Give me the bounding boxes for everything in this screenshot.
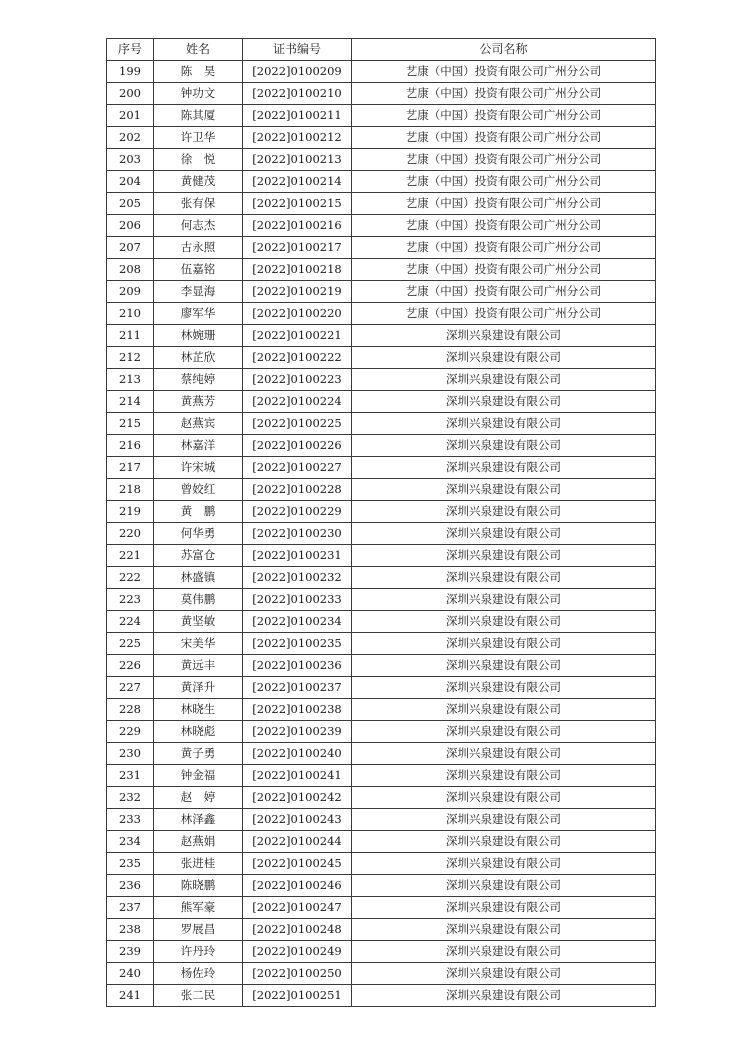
- cell-index: 221: [107, 545, 154, 567]
- cell-company: 艺康（中国）投资有限公司广州分公司: [352, 61, 656, 83]
- cell-index: 206: [107, 215, 154, 237]
- table-row: [107, 105, 656, 127]
- table-row: [107, 963, 656, 985]
- cell-name: 钟金福: [154, 765, 243, 787]
- cell-company: 深圳兴泉建设有限公司: [352, 941, 656, 963]
- cell-certificate-no: [2022]0100227: [243, 457, 352, 479]
- cell-index: 207: [107, 237, 154, 259]
- cell-index: 211: [107, 325, 154, 347]
- table-row: [107, 501, 656, 523]
- cell-certificate-no: [2022]0100210: [243, 83, 352, 105]
- table-row: [107, 875, 656, 897]
- cell-certificate-no: [2022]0100237: [243, 677, 352, 699]
- table-row: [107, 809, 656, 831]
- table-row: [107, 61, 656, 83]
- cell-certificate-no: [2022]0100212: [243, 127, 352, 149]
- cell-name: 杨佐玲: [154, 963, 243, 985]
- header-row: [107, 39, 656, 61]
- table-row: [107, 259, 656, 281]
- cell-certificate-no: [2022]0100216: [243, 215, 352, 237]
- table-row: [107, 765, 656, 787]
- cell-company: 艺康（中国）投资有限公司广州分公司: [352, 127, 656, 149]
- cell-name: 罗展昌: [154, 919, 243, 941]
- cell-index: 201: [107, 105, 154, 127]
- cell-certificate-no: [2022]0100234: [243, 611, 352, 633]
- header-name: 姓名: [154, 39, 243, 61]
- cell-name: 张有保: [154, 193, 243, 215]
- cell-name: 赵燕娟: [154, 831, 243, 853]
- table-row: [107, 303, 656, 325]
- table-row: [107, 611, 656, 633]
- table-row: [107, 985, 656, 1007]
- cell-index: 233: [107, 809, 154, 831]
- cell-name: 陈其厦: [154, 105, 243, 127]
- cell-certificate-no: [2022]0100217: [243, 237, 352, 259]
- cell-company: 深圳兴泉建设有限公司: [352, 567, 656, 589]
- cell-certificate-no: [2022]0100230: [243, 523, 352, 545]
- table-row: [107, 127, 656, 149]
- cell-name: 徐 悦: [154, 149, 243, 171]
- table-row: [107, 237, 656, 259]
- cell-index: 231: [107, 765, 154, 787]
- cell-name: 许卫华: [154, 127, 243, 149]
- cell-index: 217: [107, 457, 154, 479]
- cell-name: 宋美华: [154, 633, 243, 655]
- cell-index: 238: [107, 919, 154, 941]
- cell-certificate-no: [2022]0100236: [243, 655, 352, 677]
- table-row: [107, 391, 656, 413]
- cell-company: 深圳兴泉建设有限公司: [352, 391, 656, 413]
- cell-company: 深圳兴泉建设有限公司: [352, 743, 656, 765]
- cell-name: 张进桂: [154, 853, 243, 875]
- cell-index: 220: [107, 523, 154, 545]
- cell-certificate-no: [2022]0100221: [243, 325, 352, 347]
- cell-certificate-no: [2022]0100213: [243, 149, 352, 171]
- cell-certificate-no: [2022]0100211: [243, 105, 352, 127]
- cell-company: 深圳兴泉建设有限公司: [352, 963, 656, 985]
- cell-company: 深圳兴泉建设有限公司: [352, 677, 656, 699]
- cell-name: 何华勇: [154, 523, 243, 545]
- table-row: [107, 831, 656, 853]
- cell-index: 214: [107, 391, 154, 413]
- cell-index: 232: [107, 787, 154, 809]
- cell-company: 深圳兴泉建设有限公司: [352, 325, 656, 347]
- cell-company: 艺康（中国）投资有限公司广州分公司: [352, 303, 656, 325]
- cell-certificate-no: [2022]0100239: [243, 721, 352, 743]
- cell-index: 210: [107, 303, 154, 325]
- cell-certificate-no: [2022]0100228: [243, 479, 352, 501]
- cell-name: 黄坚敏: [154, 611, 243, 633]
- header-certificate-no: 证书编号: [243, 39, 352, 61]
- cell-index: 227: [107, 677, 154, 699]
- header-index: 序号: [107, 39, 154, 61]
- table-row: [107, 941, 656, 963]
- cell-index: 219: [107, 501, 154, 523]
- cell-certificate-no: [2022]0100244: [243, 831, 352, 853]
- cell-certificate-no: [2022]0100249: [243, 941, 352, 963]
- table-row: [107, 457, 656, 479]
- cell-company: 深圳兴泉建设有限公司: [352, 369, 656, 391]
- cell-certificate-no: [2022]0100231: [243, 545, 352, 567]
- cell-company: 深圳兴泉建设有限公司: [352, 919, 656, 941]
- table-body: [107, 61, 656, 1007]
- cell-certificate-no: [2022]0100240: [243, 743, 352, 765]
- cell-company: 艺康（中国）投资有限公司广州分公司: [352, 237, 656, 259]
- cell-name: 赵燕宾: [154, 413, 243, 435]
- cell-index: 212: [107, 347, 154, 369]
- cell-name: 何志杰: [154, 215, 243, 237]
- cell-index: 208: [107, 259, 154, 281]
- table-row: [107, 193, 656, 215]
- cell-index: 236: [107, 875, 154, 897]
- cell-name: 林盛镇: [154, 567, 243, 589]
- cell-name: 黄 鹏: [154, 501, 243, 523]
- cell-index: 239: [107, 941, 154, 963]
- table-row: [107, 435, 656, 457]
- cell-index: 237: [107, 897, 154, 919]
- cell-certificate-no: [2022]0100223: [243, 369, 352, 391]
- cell-company: 深圳兴泉建设有限公司: [352, 809, 656, 831]
- table-row: [107, 215, 656, 237]
- cell-certificate-no: [2022]0100226: [243, 435, 352, 457]
- table-row: [107, 281, 656, 303]
- cell-name: 林晓生: [154, 699, 243, 721]
- table-header: [107, 39, 656, 61]
- table-row: [107, 633, 656, 655]
- cell-name: 古永照: [154, 237, 243, 259]
- table-row: [107, 83, 656, 105]
- cell-name: 黄远丰: [154, 655, 243, 677]
- cell-index: 225: [107, 633, 154, 655]
- cell-name: 苏富仓: [154, 545, 243, 567]
- cell-company: 艺康（中国）投资有限公司广州分公司: [352, 281, 656, 303]
- cell-company: 艺康（中国）投资有限公司广州分公司: [352, 149, 656, 171]
- cell-company: 深圳兴泉建设有限公司: [352, 985, 656, 1007]
- cell-index: 241: [107, 985, 154, 1007]
- cell-index: 205: [107, 193, 154, 215]
- cell-index: 202: [107, 127, 154, 149]
- cell-certificate-no: [2022]0100238: [243, 699, 352, 721]
- cell-index: 204: [107, 171, 154, 193]
- cell-company: 艺康（中国）投资有限公司广州分公司: [352, 171, 656, 193]
- table-row: [107, 655, 656, 677]
- cell-name: 陈 昊: [154, 61, 243, 83]
- table-row: [107, 171, 656, 193]
- cell-company: 艺康（中国）投资有限公司广州分公司: [352, 83, 656, 105]
- cell-company: 深圳兴泉建设有限公司: [352, 699, 656, 721]
- cell-index: 240: [107, 963, 154, 985]
- cell-certificate-no: [2022]0100235: [243, 633, 352, 655]
- cell-company: 深圳兴泉建设有限公司: [352, 545, 656, 567]
- table-row: [107, 545, 656, 567]
- cell-certificate-no: [2022]0100243: [243, 809, 352, 831]
- table-row: [107, 325, 656, 347]
- cell-company: 深圳兴泉建设有限公司: [352, 501, 656, 523]
- cell-name: 廖军华: [154, 303, 243, 325]
- cell-company: 深圳兴泉建设有限公司: [352, 457, 656, 479]
- cell-index: 213: [107, 369, 154, 391]
- cell-certificate-no: [2022]0100241: [243, 765, 352, 787]
- cell-certificate-no: [2022]0100250: [243, 963, 352, 985]
- table-row: [107, 721, 656, 743]
- table-row: [107, 479, 656, 501]
- certificate-roster-table: [106, 38, 656, 1007]
- cell-index: 216: [107, 435, 154, 457]
- table-row: [107, 853, 656, 875]
- cell-index: 215: [107, 413, 154, 435]
- cell-name: 林嘉洋: [154, 435, 243, 457]
- table-row: [107, 699, 656, 721]
- table-row: [107, 567, 656, 589]
- table-row: [107, 677, 656, 699]
- cell-index: 199: [107, 61, 154, 83]
- cell-index: 224: [107, 611, 154, 633]
- cell-certificate-no: [2022]0100247: [243, 897, 352, 919]
- cell-index: 228: [107, 699, 154, 721]
- cell-name: 曾姣红: [154, 479, 243, 501]
- cell-name: 钟功文: [154, 83, 243, 105]
- cell-name: 黄燕芳: [154, 391, 243, 413]
- cell-certificate-no: [2022]0100209: [243, 61, 352, 83]
- table-row: [107, 743, 656, 765]
- cell-certificate-no: [2022]0100246: [243, 875, 352, 897]
- cell-company: 深圳兴泉建设有限公司: [352, 479, 656, 501]
- cell-name: 蔡纯婷: [154, 369, 243, 391]
- cell-certificate-no: [2022]0100215: [243, 193, 352, 215]
- table-row: [107, 787, 656, 809]
- cell-name: 黄子勇: [154, 743, 243, 765]
- cell-certificate-no: [2022]0100251: [243, 985, 352, 1007]
- table-row: [107, 897, 656, 919]
- cell-index: 222: [107, 567, 154, 589]
- cell-company: 深圳兴泉建设有限公司: [352, 787, 656, 809]
- cell-certificate-no: [2022]0100220: [243, 303, 352, 325]
- cell-index: 234: [107, 831, 154, 853]
- cell-name: 林芷欣: [154, 347, 243, 369]
- cell-certificate-no: [2022]0100222: [243, 347, 352, 369]
- cell-certificate-no: [2022]0100224: [243, 391, 352, 413]
- cell-name: 黄健茂: [154, 171, 243, 193]
- table-row: [107, 523, 656, 545]
- cell-index: 226: [107, 655, 154, 677]
- cell-certificate-no: [2022]0100232: [243, 567, 352, 589]
- cell-name: 陈晓鹏: [154, 875, 243, 897]
- cell-name: 李显海: [154, 281, 243, 303]
- cell-company: 艺康（中国）投资有限公司广州分公司: [352, 193, 656, 215]
- cell-certificate-no: [2022]0100214: [243, 171, 352, 193]
- table-row: [107, 369, 656, 391]
- table-row: [107, 413, 656, 435]
- cell-certificate-no: [2022]0100229: [243, 501, 352, 523]
- cell-company: 深圳兴泉建设有限公司: [352, 413, 656, 435]
- cell-company: 深圳兴泉建设有限公司: [352, 831, 656, 853]
- cell-certificate-no: [2022]0100219: [243, 281, 352, 303]
- cell-name: 熊军豪: [154, 897, 243, 919]
- cell-name: 许丹玲: [154, 941, 243, 963]
- cell-company: 深圳兴泉建设有限公司: [352, 853, 656, 875]
- cell-name: 许宋城: [154, 457, 243, 479]
- cell-index: 200: [107, 83, 154, 105]
- cell-name: 黄泽升: [154, 677, 243, 699]
- cell-company: 深圳兴泉建设有限公司: [352, 589, 656, 611]
- cell-company: 深圳兴泉建设有限公司: [352, 897, 656, 919]
- cell-index: 218: [107, 479, 154, 501]
- cell-company: 深圳兴泉建设有限公司: [352, 655, 656, 677]
- cell-company: 艺康（中国）投资有限公司广州分公司: [352, 215, 656, 237]
- cell-company: 深圳兴泉建设有限公司: [352, 435, 656, 457]
- cell-company: 深圳兴泉建设有限公司: [352, 765, 656, 787]
- cell-certificate-no: [2022]0100245: [243, 853, 352, 875]
- cell-company: 深圳兴泉建设有限公司: [352, 347, 656, 369]
- cell-certificate-no: [2022]0100225: [243, 413, 352, 435]
- cell-company: 深圳兴泉建设有限公司: [352, 611, 656, 633]
- cell-certificate-no: [2022]0100218: [243, 259, 352, 281]
- cell-index: 230: [107, 743, 154, 765]
- cell-name: 林泽鑫: [154, 809, 243, 831]
- cell-company: 深圳兴泉建设有限公司: [352, 523, 656, 545]
- cell-index: 235: [107, 853, 154, 875]
- table-row: [107, 347, 656, 369]
- cell-company: 艺康（中国）投资有限公司广州分公司: [352, 105, 656, 127]
- table-row: [107, 589, 656, 611]
- cell-certificate-no: [2022]0100233: [243, 589, 352, 611]
- table-row: [107, 149, 656, 171]
- cell-name: 莫伟鹏: [154, 589, 243, 611]
- cell-name: 林婉珊: [154, 325, 243, 347]
- cell-index: 209: [107, 281, 154, 303]
- cell-name: 赵 婷: [154, 787, 243, 809]
- cell-name: 林晓彪: [154, 721, 243, 743]
- table-row: [107, 919, 656, 941]
- cell-index: 229: [107, 721, 154, 743]
- cell-certificate-no: [2022]0100248: [243, 919, 352, 941]
- cell-company: 艺康（中国）投资有限公司广州分公司: [352, 259, 656, 281]
- cell-name: 张二民: [154, 985, 243, 1007]
- cell-company: 深圳兴泉建设有限公司: [352, 721, 656, 743]
- cell-certificate-no: [2022]0100242: [243, 787, 352, 809]
- cell-index: 223: [107, 589, 154, 611]
- cell-company: 深圳兴泉建设有限公司: [352, 875, 656, 897]
- cell-index: 203: [107, 149, 154, 171]
- header-company: 公司名称: [352, 39, 656, 61]
- cell-name: 伍嘉铭: [154, 259, 243, 281]
- cell-company: 深圳兴泉建设有限公司: [352, 633, 656, 655]
